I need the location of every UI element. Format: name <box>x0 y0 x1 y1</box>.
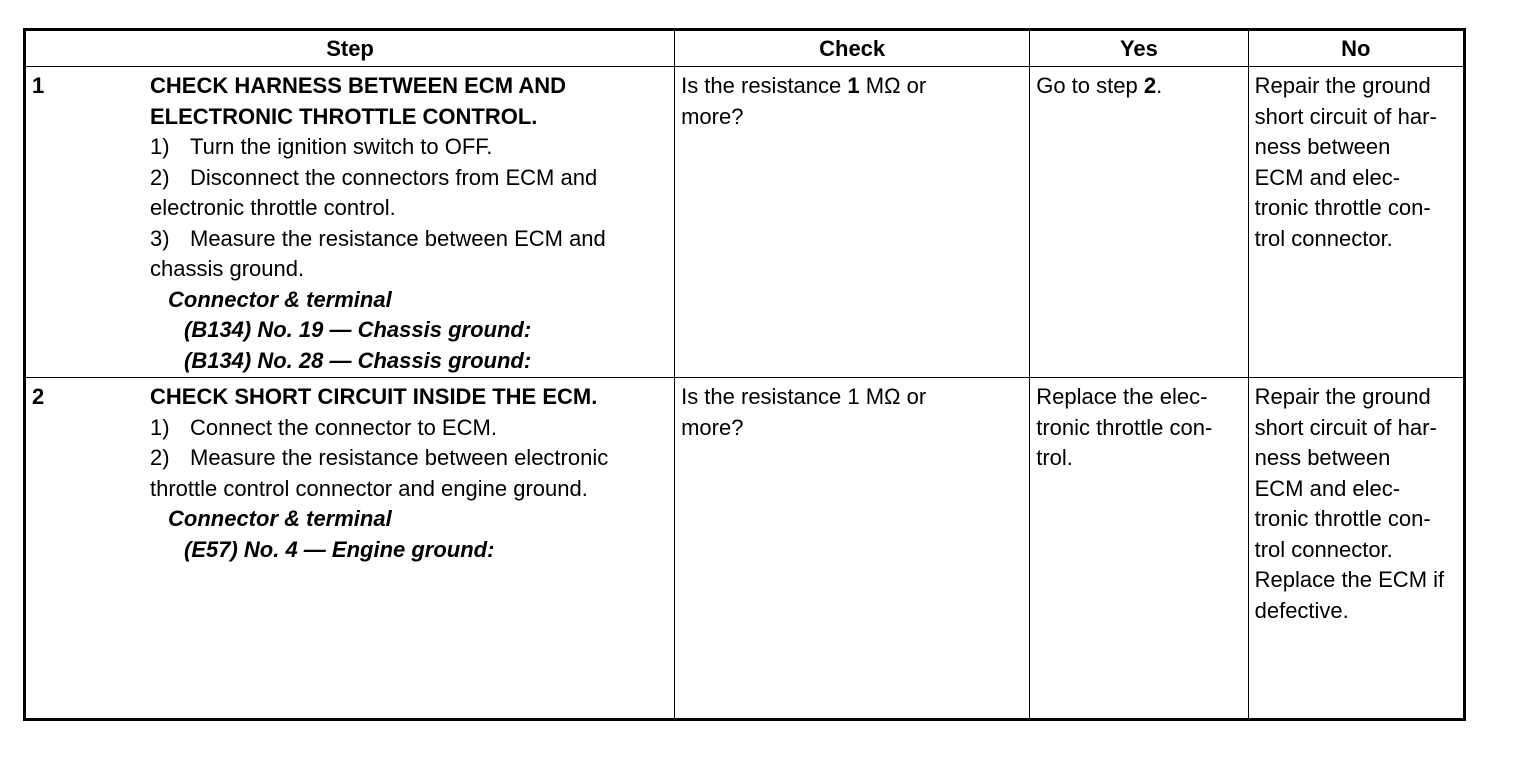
yes-cell <box>1030 378 1248 720</box>
table-row <box>25 67 1465 378</box>
check-cell <box>675 67 1030 378</box>
substep-text: Measure the resistance between ECM and <box>190 225 606 251</box>
check-cell <box>675 378 1030 720</box>
step-cell <box>25 378 675 720</box>
no-cell <box>1248 67 1464 378</box>
check-text: more? <box>681 103 744 129</box>
yes-text: Go to step 2. <box>1036 73 1163 98</box>
connector-heading: Connector & terminal <box>168 506 392 531</box>
header-step: Step <box>25 30 675 67</box>
connector-heading: Connector & terminal <box>168 286 392 312</box>
connector-item: (B134) No. 19 — Chassis ground: <box>184 317 532 342</box>
header-yes: Yes <box>1030 30 1248 67</box>
table-row <box>25 378 1465 720</box>
check-text: more? <box>681 414 744 440</box>
step-title-line: CHECK SHORT CIRCUIT INSIDE THE ECM. <box>150 384 598 409</box>
step-cell <box>25 67 675 378</box>
substep <box>150 163 664 194</box>
no-text: Replace the ECM if <box>1254 567 1445 592</box>
no-text: ECM and elec- <box>1254 164 1401 190</box>
header-row <box>25 30 1465 67</box>
no-text: ness between <box>1254 445 1391 470</box>
no-text: short circuit of har- <box>1254 414 1437 440</box>
substep-text: Measure the resistance between electronic <box>190 445 609 470</box>
no-text: tronic throttle con- <box>1254 506 1431 531</box>
step-title <box>150 382 664 413</box>
no-text: trol connector. <box>1254 225 1393 251</box>
substep-number: 2) <box>150 164 170 190</box>
check-text: Is the resistance 1 MΩ or <box>681 384 927 409</box>
step-title-line: ELECTRONIC THROTTLE CONTROL. <box>150 103 538 129</box>
substep <box>150 132 664 163</box>
substep-number: 1) <box>150 414 170 440</box>
no-text: Repair the ground <box>1254 73 1431 98</box>
substep-number: 1) <box>150 134 170 159</box>
no-text: ECM and elec- <box>1254 475 1401 501</box>
yes-text: tronic throttle con- <box>1036 414 1213 440</box>
diagnostic-table <box>23 28 1466 721</box>
yes-text: trol. <box>1036 445 1073 470</box>
yes-text: Replace the elec- <box>1036 384 1208 409</box>
substep <box>150 413 664 444</box>
substep-text: Disconnect the connectors from ECM and <box>190 164 598 190</box>
connector-item: (E57) No. 4 — Engine ground: <box>184 536 495 562</box>
yes-cell <box>1030 67 1248 378</box>
substep-number: 2) <box>150 445 170 470</box>
connector-item: (B134) No. 28 — Chassis ground: <box>184 347 532 373</box>
substep-text: Turn the ignition switch to OFF. <box>190 134 493 159</box>
header-check: Check <box>675 30 1030 67</box>
header-no: No <box>1248 30 1464 67</box>
step-number: 2 <box>32 384 45 409</box>
step-title-line: CHECK HARNESS BETWEEN ECM AND <box>150 73 566 98</box>
no-text: defective. <box>1254 597 1349 623</box>
step-number: 1 <box>32 73 45 98</box>
no-text: ness between <box>1254 134 1391 159</box>
no-text: trol connector. <box>1254 536 1393 562</box>
substep-continuation: throttle control connector and engine ground. <box>150 475 588 501</box>
step-body <box>150 71 670 376</box>
substep-continuation: chassis ground. <box>150 256 305 281</box>
no-cell <box>1248 378 1464 720</box>
no-text: tronic throttle con- <box>1254 195 1431 220</box>
no-text: short circuit of har- <box>1254 103 1437 129</box>
no-text: Repair the ground <box>1254 384 1431 409</box>
substep-number: 3) <box>150 225 170 251</box>
substep <box>150 224 664 255</box>
step-title <box>150 71 664 132</box>
substep-text: Connect the connector to ECM. <box>190 414 497 440</box>
substep-continuation: electronic throttle control. <box>150 195 396 220</box>
substep <box>150 443 664 474</box>
step-body <box>150 382 670 565</box>
check-text: Is the resistance 1 MΩ or <box>681 73 927 98</box>
